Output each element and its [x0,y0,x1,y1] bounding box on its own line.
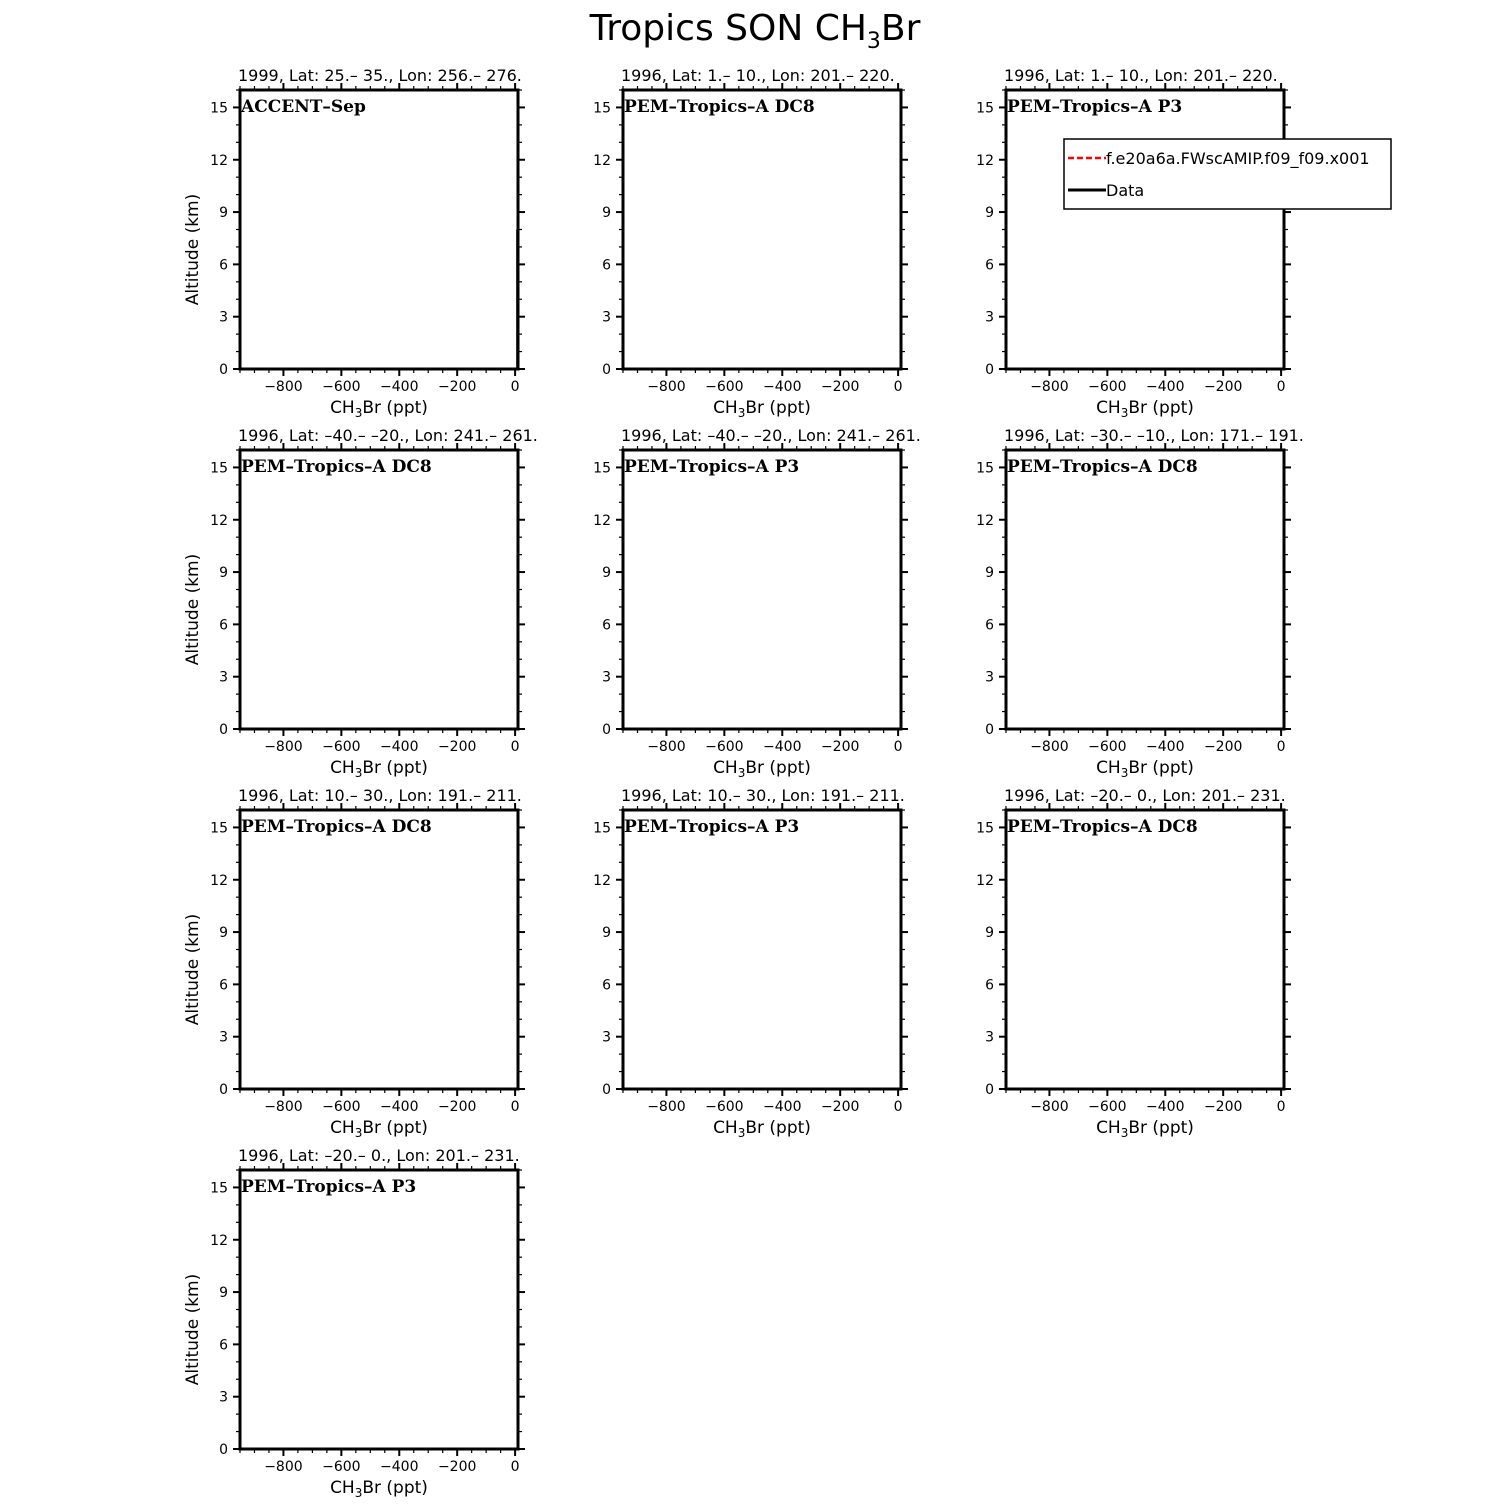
panel-header: 1996, Lat: –30.– –10., Lon: 171.– 191. [1004,426,1304,445]
campaign-label: ACCENT–Sep [241,97,366,117]
x-tick-label: 0 [510,1459,520,1475]
y-tick-label: 3 [602,1029,611,1046]
y-axis-label: Altitude (km) [183,193,203,306]
x-axis-label-pre: CH [330,1478,355,1498]
x-tick-label: −800 [264,1459,303,1475]
campaign-label: PEM–Tropics–A DC8 [1007,817,1198,837]
x-tick-label: −200 [1203,1099,1243,1115]
panel-header: 1996, Lat: 1.– 10., Lon: 201.– 220. [621,66,895,85]
x-axis-label-post: Br (ppt) [362,1478,428,1498]
x-tick-label: −800 [647,379,686,395]
x-tick-label: 0 [893,739,903,755]
plot-frame [240,90,518,369]
campaign-label: PEM–Tropics–A DC8 [241,817,432,837]
x-tick-label: −400 [1146,379,1185,395]
panel-header: 1996, Lat: –40.– –20., Lon: 241.– 261. [621,426,921,445]
x-tick-label: −800 [647,739,686,755]
plot-frame [1006,450,1284,729]
panel [593,426,921,780]
x-axis-label-sub: 3 [354,1486,363,1500]
x-tick-label: −400 [380,379,419,395]
x-axis-label-sub: 3 [1120,1126,1129,1140]
panel-header: 1996, Lat: –20.– 0., Lon: 201.– 231. [238,1146,520,1165]
y-tick-label: 15 [210,100,228,117]
y-tick-label: 9 [219,565,228,582]
x-tick-label: −200 [820,1099,860,1115]
x-axis-label [713,398,811,420]
x-tick-label: −400 [1146,1099,1185,1115]
y-tick-label: 12 [976,512,994,529]
campaign-label: PEM–Tropics–A DC8 [241,457,432,477]
y-tick-label: 0 [219,1082,228,1098]
y-tick-label: 3 [985,309,994,326]
panel [183,1146,525,1500]
y-tick-label: 9 [219,1285,228,1302]
y-tick-label: 0 [602,722,611,738]
x-tick-label: −200 [1203,379,1243,395]
campaign-label: PEM–Tropics–A P3 [1007,97,1183,117]
y-tick-label: 6 [219,977,228,994]
y-tick-label: 6 [985,617,994,634]
y-tick-label: 15 [210,1180,228,1197]
plot-frame [1006,810,1284,1089]
x-axis-label-pre: CH [713,758,738,778]
y-tick-label: 12 [210,512,228,529]
y-tick-label: 0 [602,1082,611,1098]
y-tick-label: 15 [210,460,228,477]
y-tick-label: 9 [985,925,994,942]
plot-frame [1006,90,1284,369]
campaign-label: PEM–Tropics–A P3 [624,457,800,477]
y-tick-label: 0 [985,722,994,738]
panel [976,786,1291,1140]
x-tick-label: −800 [647,1099,686,1115]
y-tick-label: 0 [985,1082,994,1098]
y-tick-label: 6 [985,977,994,994]
x-tick-label: −600 [1088,379,1127,395]
panel [593,66,908,420]
y-tick-label: 0 [219,362,228,378]
campaign-label: PEM–Tropics–A DC8 [1007,457,1198,477]
x-tick-label: −800 [264,379,303,395]
campaign-label: PEM–Tropics–A DC8 [624,97,815,117]
x-axis-label-pre: CH [713,398,738,418]
x-tick-label: −800 [1030,739,1069,755]
x-tick-label: −600 [705,379,744,395]
x-axis-label-post: Br (ppt) [745,1118,811,1138]
x-axis-label-sub: 3 [1120,406,1129,420]
panel-header: 1996, Lat: –20.– 0., Lon: 201.– 231. [1004,786,1286,805]
x-tick-label: 0 [893,379,903,395]
y-tick-label: 3 [219,309,228,326]
y-tick-label: 0 [985,362,994,378]
y-tick-label: 9 [985,565,994,582]
panel [183,786,525,1140]
panel-header: 1996, Lat: 10.– 30., Lon: 191.– 211. [238,786,522,805]
x-axis-label-post: Br (ppt) [362,758,428,778]
x-axis-label [1096,398,1194,420]
figure-title-subscript: 3 [866,29,881,55]
x-tick-label: −200 [820,379,860,395]
y-tick-label: 0 [219,722,228,738]
panel-header: 1996, Lat: –40.– –20., Lon: 241.– 261. [238,426,538,445]
y-tick-label: 9 [602,925,611,942]
y-tick-label: 9 [219,925,228,942]
y-tick-label: 15 [976,460,994,477]
x-axis-label-sub: 3 [737,406,746,420]
x-axis-label-sub: 3 [737,1126,746,1140]
x-axis-label [330,1118,428,1140]
plot-frame [623,90,901,369]
x-axis-label-pre: CH [330,1118,355,1138]
y-tick-label: 3 [985,1029,994,1046]
x-tick-label: −200 [437,1459,477,1475]
y-tick-label: 3 [219,669,228,686]
y-tick-label: 0 [602,362,611,378]
y-tick-label: 12 [593,512,611,529]
x-tick-label: 0 [1276,739,1286,755]
y-tick-label: 6 [602,977,611,994]
x-axis-label-pre: CH [1096,1118,1121,1138]
x-tick-label: −200 [1203,739,1243,755]
figure-title-main: Tropics SON CH [589,8,867,49]
x-axis-label-sub: 3 [354,766,363,780]
x-tick-label: −600 [1088,1099,1127,1115]
x-tick-label: −600 [705,1099,744,1115]
y-tick-label: 15 [593,100,611,117]
panel [183,66,525,420]
x-tick-label: −600 [705,739,744,755]
x-tick-label: −600 [322,379,361,395]
x-axis-label-post: Br (ppt) [362,1118,428,1138]
y-tick-label: 6 [219,257,228,274]
y-tick-label: 9 [219,205,228,222]
x-axis-label [1096,1118,1194,1140]
y-tick-label: 3 [985,669,994,686]
y-tick-label: 15 [210,820,228,837]
x-axis-label [1096,758,1194,780]
y-axis-label: Altitude (km) [183,913,203,1026]
x-axis-label [713,1118,811,1140]
y-tick-label: 3 [219,1029,228,1046]
x-axis-label-post: Br (ppt) [745,758,811,778]
x-axis-label [713,758,811,780]
x-tick-label: −800 [1030,379,1069,395]
campaign-label: PEM–Tropics–A P3 [241,1177,417,1197]
x-axis-label-pre: CH [330,398,355,418]
x-axis-label-pre: CH [1096,398,1121,418]
campaign-label: PEM–Tropics–A P3 [624,817,800,837]
x-tick-label: −600 [322,1459,361,1475]
y-tick-label: 12 [593,872,611,889]
panel [976,66,1391,420]
x-tick-label: −400 [763,1099,802,1115]
y-tick-label: 3 [602,669,611,686]
x-axis-label-post: Br (ppt) [1128,758,1194,778]
y-tick-label: 12 [210,152,228,169]
panel [593,786,908,1140]
y-tick-label: 15 [593,820,611,837]
x-axis-label [330,398,428,420]
x-axis-label [330,758,428,780]
y-tick-label: 3 [219,1389,228,1406]
x-tick-label: 0 [510,379,520,395]
y-tick-label: 9 [602,205,611,222]
x-axis-label-pre: CH [713,1118,738,1138]
x-tick-label: −200 [437,379,477,395]
y-tick-label: 0 [219,1442,228,1458]
x-tick-label: −200 [437,1099,477,1115]
x-tick-label: −400 [1146,739,1185,755]
y-tick-label: 15 [593,460,611,477]
panel [976,426,1304,780]
x-tick-label: −600 [322,1099,361,1115]
figure-title-end: Br [880,8,921,49]
x-tick-label: −200 [820,739,860,755]
y-tick-label: 12 [976,872,994,889]
y-tick-label: 15 [976,100,994,117]
x-axis-label-post: Br (ppt) [1128,1118,1194,1138]
y-axis-label: Altitude (km) [183,1273,203,1386]
panel-header: 1996, Lat: 10.– 30., Lon: 191.– 211. [621,786,905,805]
x-tick-label: −400 [380,739,419,755]
plot-frame [240,1170,518,1449]
y-tick-label: 6 [219,1337,228,1354]
x-axis-label-post: Br (ppt) [362,398,428,418]
y-tick-label: 6 [602,257,611,274]
x-axis-label-sub: 3 [1120,766,1129,780]
y-tick-label: 3 [602,309,611,326]
y-tick-label: 12 [976,152,994,169]
x-tick-label: −600 [322,739,361,755]
x-tick-label: 0 [510,739,520,755]
panel-header: 1999, Lat: 25.– 35., Lon: 256.– 276. [238,66,522,85]
x-axis-label-sub: 3 [354,1126,363,1140]
y-tick-label: 12 [593,152,611,169]
x-tick-label: 0 [1276,379,1286,395]
legend-model-label: f.e20a6a.FWscAMIP.f09_f09.x001 [1106,149,1370,168]
x-tick-label: −400 [763,739,802,755]
plot-frame [240,810,518,1089]
y-tick-label: 12 [210,872,228,889]
x-tick-label: −400 [380,1459,419,1475]
x-tick-label: 0 [1276,1099,1286,1115]
x-tick-label: −800 [264,1099,303,1115]
x-axis-label-pre: CH [330,758,355,778]
x-tick-label: −800 [1030,1099,1069,1115]
y-axis-label: Altitude (km) [183,553,203,666]
legend [1064,139,1391,209]
plot-frame [623,810,901,1089]
y-tick-label: 9 [985,205,994,222]
x-axis-label-sub: 3 [737,766,746,780]
legend-data-label: Data [1106,181,1145,200]
x-axis-label-pre: CH [1096,758,1121,778]
panel-header: 1996, Lat: 1.– 10., Lon: 201.– 220. [1004,66,1278,85]
x-tick-label: −800 [264,739,303,755]
x-axis-label-post: Br (ppt) [1128,398,1194,418]
x-axis-label-sub: 3 [354,406,363,420]
x-axis-label [330,1478,428,1500]
x-tick-label: 0 [893,1099,903,1115]
y-tick-label: 6 [985,257,994,274]
x-tick-label: −200 [437,739,477,755]
x-tick-label: −400 [380,1099,419,1115]
x-axis-label-post: Br (ppt) [745,398,811,418]
x-tick-label: −600 [1088,739,1127,755]
x-tick-label: −400 [763,379,802,395]
plot-frame [240,450,518,729]
x-tick-label: 0 [510,1099,520,1115]
y-tick-label: 6 [219,617,228,634]
y-tick-label: 12 [210,1232,228,1249]
plot-frame [623,450,901,729]
y-tick-label: 15 [976,820,994,837]
y-tick-label: 6 [602,617,611,634]
y-tick-label: 9 [602,565,611,582]
panel [183,426,538,780]
